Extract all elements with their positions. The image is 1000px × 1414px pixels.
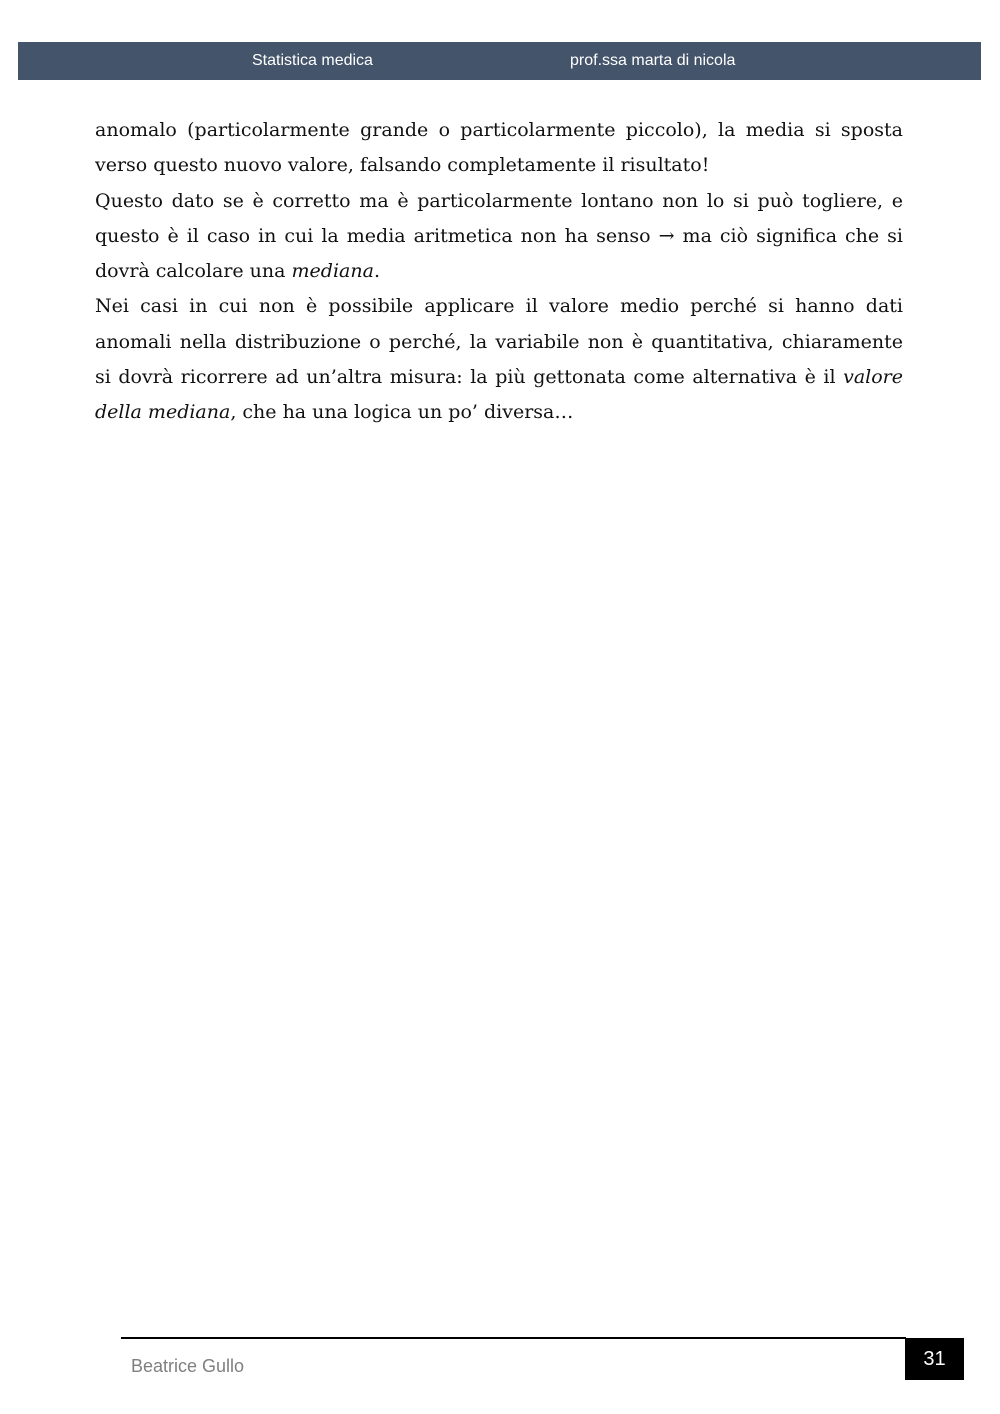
paragraph-3-text-b: , che ha una logica un po’ diversa… bbox=[230, 401, 574, 424]
paragraph-1-text: anomalo (particolarmente grande o particolarmente piccolo), la media si sposta verso questo nuovo valore, falsando completamente il risultato! bbox=[95, 119, 903, 177]
paragraph-2 bbox=[95, 184, 903, 290]
right-arrow-icon: → bbox=[658, 224, 675, 247]
header-course-title: Statistica medica bbox=[252, 52, 373, 69]
paragraph-2-text-b: ma ciò significa che si dovrà calcolare una bbox=[95, 224, 903, 283]
header-professor: prof.ssa marta di nicola bbox=[570, 52, 736, 69]
page-header bbox=[18, 42, 981, 80]
page-number: 31 bbox=[905, 1338, 964, 1380]
paragraph-2-emphasis: mediana bbox=[291, 260, 374, 283]
paragraph-1 bbox=[95, 113, 903, 184]
paragraph-3-emphasis: valore della mediana bbox=[95, 366, 903, 424]
footer-divider bbox=[121, 1337, 906, 1339]
paragraph-2-text-a: Questo dato se è corretto ma è particolarmente lontano non lo si può togliere, e questo è il caso in cui la media aritmetica non ha senso bbox=[95, 189, 903, 247]
paragraph-3-text-a: Nei casi in cui non è possibile applicare il valore medio perché si hanno dati anomali nella distribuzione o perché, la variabile non è quantitativa, chiaramente si dovrà ricorrere ad un’altra misura: la più gettonata come alternativa è il bbox=[95, 295, 903, 389]
paragraph-3 bbox=[95, 289, 903, 430]
document-body bbox=[95, 113, 903, 431]
footer-author: Beatrice Gullo bbox=[131, 1356, 245, 1376]
paragraph-2-text-c: . bbox=[373, 260, 380, 283]
